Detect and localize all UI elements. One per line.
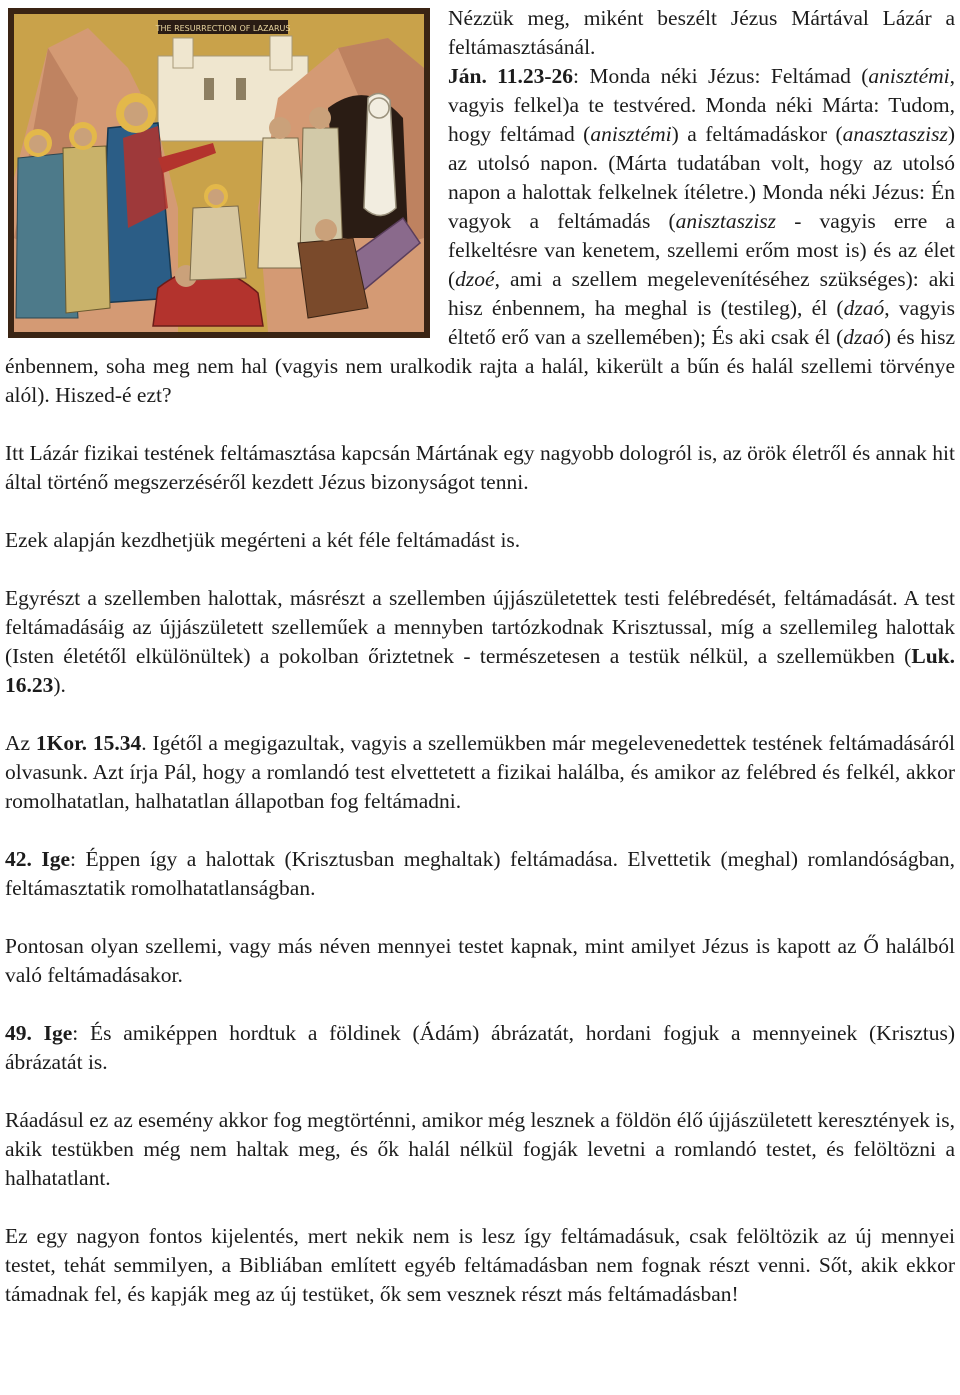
paragraph-5: Az 1Kor. 15.34. Igétől a megigazultak, vagyis a szellemükben már megelevenedettek testének feltámadásáról olvasunk. Azt írja Pál, hogy a romlandó test elvettetett a fizikai halálba, és amikor az felébred és felkél, akkor romolhatatlan, halhatatlan állapotban fog feltámadni. — [5, 731, 955, 813]
paragraph-3: Ezek alapján kezdhetjük megérteni a két féle feltámadást is. — [5, 528, 521, 552]
paragraph-1: Nézzük meg, miként beszélt Jézus Mártával Lázár a feltámasztásánál. Ján. 11.23-26: Monda néki Jézus: Feltámad (anisztémi, vagyis felkel)a te testvéred. Monda néki Márta: Tudom, hogy feltámad (anisztémi) a feltámadáskor (anasztaszisz) az utolsó napon. (Márta tudatában volt, hogy az utolsó napon a halottak felkelnek ítéletre.) Monda néki Jézus: Én vagyok a feltámadás (anisztaszisz - vagyis erre a felkeltésre van kenetem, szellemi erőm most is) és az élet (dzoé, ami a szellem megelevenítéséhez szükséges): aki hisz énbennem, ha meghal is (testileg), él (dzaó, vagyis éltető erő van a szellemében); És aki csak él (dzaó) és hisz énbennem, soha meg nem hal (vagyis nem uralkodik rajta a halál, kikerült a bűn és halál szellemi törvénye alól). Hiszed-é ezt? — [5, 6, 956, 407]
resurrection-of-lazarus-icon-image — [8, 8, 430, 338]
ref-1kor-15-34: 1Kor. 15.34 — [35, 731, 142, 755]
image-caption: THE RESURRECTION OF LAZARUS — [155, 24, 291, 33]
paragraph-6: 42. Ige: Éppen így a halottak (Krisztusban meghaltak) feltámadása. Elvettetik (meghal) romlandóságban, feltámasztatik romolhatatlanságban. — [5, 847, 956, 900]
paragraph-8: 49. Ige: És amiképpen hordtuk a földinek (Ádám) ábrázatát, hordani fogjuk a mennyeinek (Krisztus) ábrázatát is. — [5, 1021, 956, 1074]
apostles-left — [16, 122, 110, 318]
paragraph-4: Egyrészt a szellemben halottak, másrészt a szellemben újjászületettek testi felébredését, feltámadását. A test feltámadásáig az újjászületett szelleműek a mennyben tartózkodnak Krisztussal, míg a szellemileg halottak (Isten életétől elkülönültek) a pokolban őriztetnek - természetesen a testük nélkül, a szellemükben (Luk. 16.23). — [5, 586, 955, 697]
paragraph-10: Ez egy nagyon fontos kijelentés, mert nekik nem is lesz így feltámadásuk, csak felöltözik az új mennyei testet, tehát semmilyen, a Bibliában említett egyéb feltámadásban nem fognak részt venni. Sőt, akik ekkor támadnak fel, és kapják meg az új testüket, ők sem vesznek részt más feltámadásban! — [5, 1224, 955, 1306]
paragraph-9: Ráadásul ez az esemény akkor fog megtörténni, amikor még lesznek a földön élő újjászületett keresztények is, akik testükben még nem haltak meg, és ők halál nélkül fogják levetni a romlandó testet, és felöltözni a halhatatlant. — [5, 1108, 955, 1190]
ref-jan-11-23-26: Ján. 11.23-26 — [448, 64, 574, 88]
paragraph-2: Itt Lázár fizikai testének feltámasztása kapcsán Mártának egy nagyobb dologról is, az örök életről és annak hit által történő megszerzéséről kezdett Jézus bizonyságot tenni. — [5, 441, 955, 494]
verse-number-42: 42. — [5, 847, 32, 871]
verse-number-49: 49. — [5, 1021, 32, 1045]
paragraph-7: Pontosan olyan szellemi, vagy más néven mennyei testet kapnak, mint amilyet Jézus is kapott az Ő halálból való feltámadásakor. — [5, 934, 955, 987]
ref-luk-16-23: Luk. 16.23 — [5, 644, 955, 697]
